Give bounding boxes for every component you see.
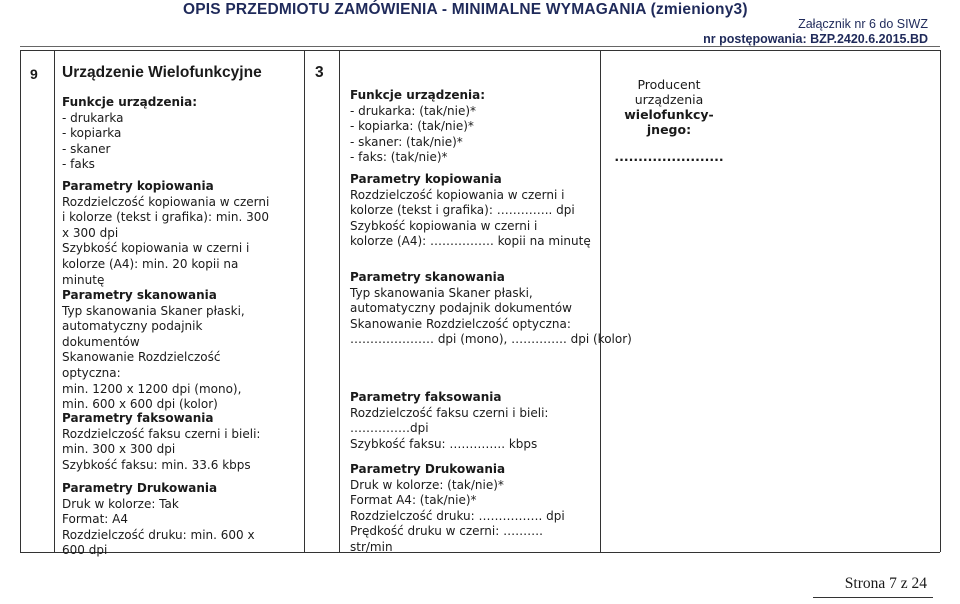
offer-print-heading: Parametry Drukowania [350,462,506,476]
offer-copy-line: Rozdzielczość kopiowania w czerni i [350,187,565,202]
row-number: 9 [30,66,38,82]
producer-label-line: wielofunkcy- [624,107,714,122]
offer-fax-line: Rozdzielczość faksu czerni i bieli: [350,405,549,420]
scan-line: min. 600 x 600 dpi (kolor) [62,397,218,412]
header-title: OPIS PRZEDMIOTU ZAMÓWIENIA - MINIMALNE WYMAGANIA (zmieniony3) [183,1,748,18]
scan-line: dokumentów [62,334,140,349]
offer-copy-heading: Parametry kopiowania [350,172,502,186]
function-item: - skaner [62,141,111,156]
offer-function-item: - faks: (tak/nie)* [350,150,448,165]
offer-print [350,462,565,556]
attachment-label: Załącznik nr 6 do SIWZ [798,17,928,31]
function-item: - faks [62,157,95,172]
scan-line: Skanowanie Rozdzielczość [62,350,221,365]
offer-fax-heading: Parametry faksowania [350,390,502,404]
scan-line: optyczna: [62,365,121,380]
offer-copy [350,172,591,250]
requirements-functions [62,95,197,173]
fax-line: min. 300 x 300 dpi [62,442,176,457]
offer-scan-line: ………………… dpi (mono), ………….. dpi (kolor) [350,332,632,347]
producer-label-line: Producent [637,77,701,92]
col-border-name [304,50,305,552]
offer-function-item: - skaner: (tak/nie)* [350,134,463,149]
offer-fax-line: Szybkość faksu: ………….. kbps [350,436,538,451]
requirements-print [62,481,255,559]
function-item: - kopiarka [62,126,122,141]
copy-line: minutę [62,272,105,287]
procedure-number: nr postępowania: BZP.2420.6.2015.BD [703,32,928,46]
print-line: Druk w kolorze: Tak [62,496,179,511]
copy-line: Szybkość kopiowania w czerni i [62,241,250,256]
offer-fax-line: ……………dpi [350,421,429,436]
fax-line: Rozdzielczość faksu czerni i bieli: [62,426,261,441]
fax-line: Szybkość faksu: min. 33.6 kbps [62,457,251,472]
device-name: Urządzenie Wielofunkcyjne [62,64,262,81]
producer-blank[interactable]: ....................... [614,149,724,164]
offer-print-line: str/min [350,539,393,554]
scan-line: min. 1200 x 1200 dpi (mono), [62,381,242,396]
producer-label-line: jnego: [646,122,692,137]
copy-line: kolorze (A4): min. 20 kopii na [62,256,239,271]
requirements-fax [62,411,260,473]
footer-rule [813,597,933,598]
offer-fax [350,390,548,452]
page-number: Strona 7 z 24 [844,575,927,592]
print-line: 600 dpi [62,543,108,558]
offer-scan-line: automatyczny podajnik dokumentów [350,301,572,316]
col-border-lp [54,50,55,552]
copy-heading: Parametry kopiowania [62,179,214,193]
function-item: - drukarka [62,110,124,125]
requirements-scan [62,288,245,413]
scan-line: automatyczny podajnik [62,319,203,334]
offer-copy-line: kolorze (A4): ……………. kopii na minutę [350,234,591,249]
producer-field[interactable] [604,77,734,164]
offer-scan-line: Typ skanowania Skaner płaski, [350,285,533,300]
row-top-border [20,50,940,51]
col-border-qty [339,50,340,552]
scan-heading: Parametry skanowania [62,288,217,302]
offer-copy-line: kolorze (tekst i grafika): ………….. dpi [350,203,575,218]
scan-line: Typ skanowania Skaner płaski, [62,303,245,318]
copy-line: i kolorze (tekst i grafika): min. 300 [62,210,270,225]
fax-heading: Parametry faksowania [62,411,214,425]
offer-function-item: - drukarka: (tak/nie)* [350,103,477,118]
offer-print-line: Prędkość druku w czerni: ………. [350,524,543,539]
producer-label-line: urządzenia [634,92,704,107]
offer-print-line: Format A4: (tak/nie)* [350,493,477,508]
offer-functions [350,88,485,166]
offer-print-line: Druk w kolorze: (tak/nie)* [350,477,504,492]
copy-line: x 300 dpi [62,225,119,240]
quantity: 3 [315,64,324,81]
offer-scan-line: Skanowanie Rozdzielczość optyczna: [350,316,571,331]
header-rule [20,46,940,47]
offer-scan [350,270,632,348]
copy-line: Rozdzielczość kopiowania w czerni [62,194,270,209]
functions-heading: Funkcje urządzenia: [62,95,198,109]
offer-copy-line: Szybkość kopiowania w czerni i [350,218,538,233]
offer-scan-heading: Parametry skanowania [350,270,505,284]
offer-print-line: Rozdzielczość druku: ……………. dpi [350,508,565,523]
requirements-copy [62,179,269,288]
offer-function-item: - kopiarka: (tak/nie)* [350,119,474,134]
print-line: Rozdzielczość druku: min. 600 x [62,527,255,542]
col-border-left [20,50,21,552]
col-border-right [940,50,941,552]
print-line: Format: A4 [62,512,128,527]
offer-functions-heading: Funkcje urządzenia: [350,88,486,102]
print-heading: Parametry Drukowania [62,481,218,495]
